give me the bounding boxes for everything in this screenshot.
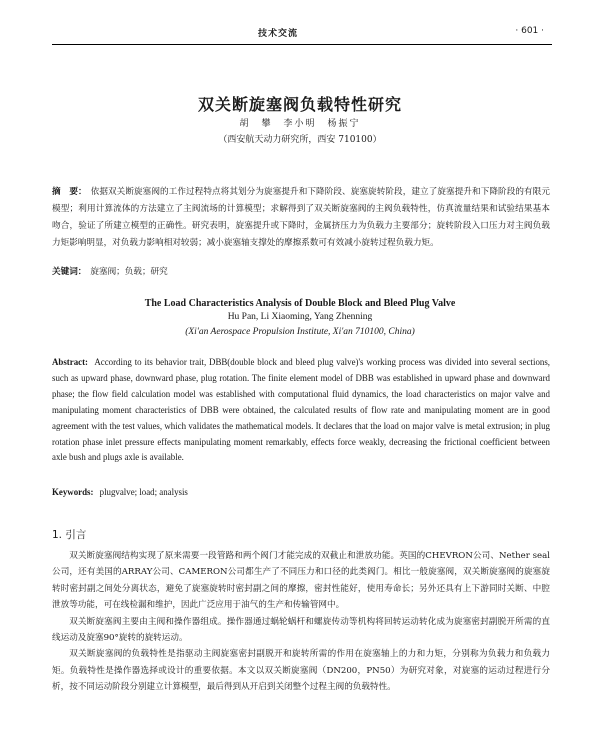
keywords-en-label: Keywords: (52, 487, 94, 497)
body-text (52, 548, 550, 696)
keywords-zh-text: 旋塞阀；负载；研究 (90, 267, 168, 277)
english-authors: Hu Pan, Li Xiaoming, Yang Zhenning (227, 312, 373, 322)
body-paragraph-3: 双关断旋塞阀的负载特性是指驱动主阀旋塞密封副脱开和旋转所需的作用在旋塞轴上的力和力矩，分别称为负载力和负载力矩。负载特性是操作器选择或设计的重要依据。本文以双关断旋塞阀（DN200，PN50）为研究对象，对旋塞的运动过程进行分析，按不同运动阶段分别建立计算模型，最后得到从开启到关闭整个过程主阀的负载特性。 (52, 649, 550, 693)
abstract-zh-text: 依据双关断旋塞阀的工作过程特点将其划分为旋塞提升和下降阶段、旋塞旋转阶段，建立了旋塞提升和下降阶段的有限元模型；利用计算流体的方法建立了主阀流场的计算模型；求解得到了双关断旋塞阀的主阀负载特性，仿真流量结果和试验结果基本吻合，验证了所建立模型的正确性。研究表明，旋塞提升或下降时，金属挤压力为负载力主要部分；旋转阶段入口压力对主阀负载力矩影响明显，对负载力影响相对较弱；减小旋塞轴支撑处的摩擦系数可有效减小旋转过程负载力矩。 (52, 187, 550, 248)
page-number: · 601 · (515, 26, 544, 36)
journal-column: 技术交流 (258, 29, 299, 39)
keywords-en (52, 487, 550, 497)
authors: 胡 攀 李小明 杨振宁 (239, 119, 361, 129)
abstract-en-text: According to its behavior trait, DBB(double block and bleed plug valve)'s working process was divided into several sections, such as upward phase, downward phase, plug rotation. The finite element model of DBB was established in upward phase and downward phase; the flow field calculation model was established with computational fluid dynamics, the load characteristics on major valve and manipulating moment characteristics of DBB were obtained, the calculated results of flow rate and manipulating moment are in good agreement with the test values, which validates the mathematical models. It declares that the load on major valve is metal extrusion; in plug rotation phase inlet pressure effects manipulating moment remarkably, effects force weakly, decreasing the frictional coefficient between axle bush and plugs axle is available. (52, 357, 550, 463)
body-paragraph-2: 双关断旋塞阀主要由主阀和操作器组成。操作器通过蜗轮蜗杆和螺旋传动等机构将回转运动转化成为旋塞密封副脱开所需的直线运动及旋塞90°旋转的旋转运动。 (52, 616, 550, 644)
section-heading: 1. 引言 (52, 529, 87, 541)
keywords-zh-label: 关键词： (52, 267, 87, 277)
header-rule (52, 44, 552, 45)
keywords-en-text: plugvalve; load; analysis (97, 487, 188, 497)
running-header (0, 26, 600, 42)
abstract-en-label: Abstract: (52, 357, 88, 367)
keywords-zh (52, 265, 550, 277)
abstract-en (52, 355, 550, 466)
affiliation: （西安航天动力研究所，西安 710100） (218, 135, 382, 145)
abstract-zh-label: 摘 要： (52, 187, 87, 197)
body-paragraph-1: 双关断旋塞阀结构实现了原来需要一段管路和两个阀门才能完成的双截止和泄放功能。英国的CHEVRON公司、Nether seal公司，还有美国的ARRAY公司、CAMERON公司都生产了不同压力和口径的此类阀门。相比一般旋塞阀，双关断旋塞阀的旋塞旋转时密封副之间处分离状态，避免了旋塞旋转时密封副之间的摩擦，密封性能好，使用寿命长；另外还具有上下游同时关断、中腔泄放等功能，可在线检漏和维护，因此广泛应用于油气的生产和传输管网中。 (52, 551, 550, 611)
english-affiliation: (Xi'an Aerospace Propulsion Institute, Xi'an 710100, China) (185, 327, 415, 337)
english-title: The Load Characteristics Analysis of Double Block and Bleed Plug Valve (144, 298, 456, 309)
paper-title: 双关断旋塞阀负载特性研究 (197, 95, 402, 114)
abstract-zh (52, 184, 550, 252)
